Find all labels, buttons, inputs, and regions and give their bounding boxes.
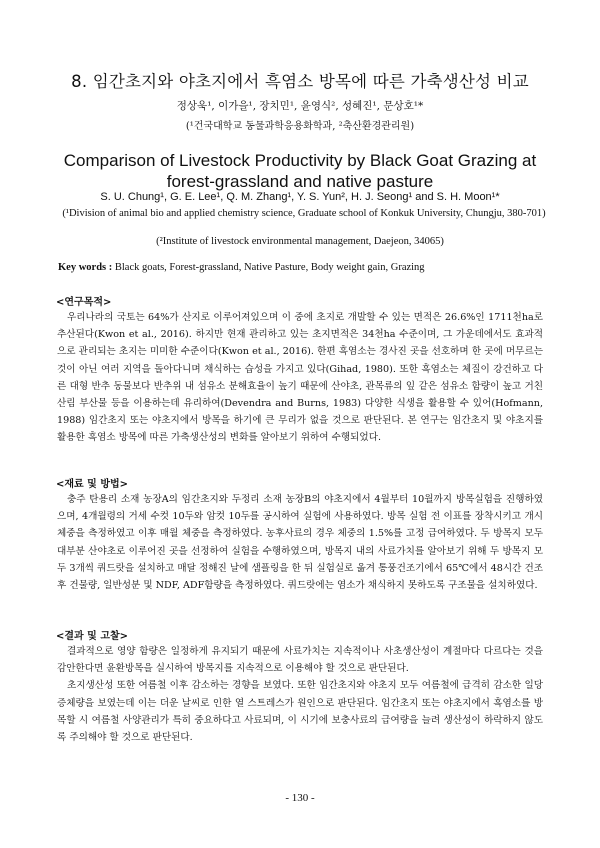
section-body-methods (57, 491, 543, 594)
english-title-line-1: Comparison of Livestock Productivity by Black Goat Grazing at (63, 151, 537, 170)
section-heading-methods: <재료 및 방법> (56, 479, 129, 490)
english-title (40, 150, 560, 192)
korean-affiliation: (¹건국대학교 동물과학응용화학과, ²축산환경관리원) (185, 121, 415, 132)
section-body-results (57, 643, 543, 746)
english-affiliation-2: (²Institute of livestock environmental management, Daejeon, 34065) (156, 236, 444, 247)
korean-authors: 정상욱¹, 이가을¹, 장치민¹, 윤영식², 성혜진¹, 문상호¹* (176, 100, 424, 112)
paragraph: 충주 탄용리 소재 농장A의 임간초지와 두정리 소재 농장B의 야초지에서 4월부터 10월까지 방목실험을 진행하였으며, 4개월령의 거세 수컷 10두와 암컷 10두를 공시하여 실험에 사용하였다. 방목 실험 전 이표를 장착시키고 개시체중을 측정하였고 이후 매월 체중을 측정하였다. 농후사료의 경우 체중의 1.5%를 고정 급여하였다. 두 방목지 모두 대부분 산야초로 이루어진 곳을 선정하여 실험을 수행하였으며, 방목지 내의 사료가치를 알아보기 위해 두 방목지 모두 3개씩 쿼드랏을 설치하고 매달 정해진 날에 샘플링을 한 뒤 실험실로 옮겨 통풍건조기에서 65℃에서 48시간 건조 후 건물량, 일반성분 및 NDF, ADF함량을 측정하였다. 쿼드랏에는 염소가 채식하지 못하도록 구조물을 설치하였다. (57, 494, 543, 592)
paragraph: 초지생산성 또한 여름철 이후 감소하는 경향을 보였다. 또한 임간초지와 야초지 모두 여름철에 급격히 감소한 일당 증체량을 보였는데 이는 더운 날씨로 인한 열 스트레스가 원인으로 판단된다. 임간초지 또는 야초지에서 흑염소를 방목할 시 여름철 사양관리가 특히 중요하다고 사료되며, 이 시기에 보충사료의 급여량을 늘려 생산성이 하락하지 않도록 주의해야 할 것으로 판단된다. (57, 680, 543, 744)
paragraph: 결과적으로 영양 함량은 일정하게 유지되기 때문에 사료가치는 지속적이나 사초생산성이 계절마다 다르다는 것을 감안한다면 윤환방목을 실시하여 방목지를 지속적으로 이용해야 할 것으로 판단된다. (57, 646, 543, 675)
section-heading-results: <결과 및 고찰> (56, 631, 129, 642)
keywords-label: Key words : (58, 262, 113, 273)
english-title-line-2: forest-grassland and native pasture (166, 172, 434, 191)
keywords-line (58, 262, 548, 273)
english-affiliation-1: (¹Division of animal bio and applied chemistry science, Graduate school of Konkuk University, Chungju, 380-701) (62, 208, 546, 219)
korean-title: 8. 임간초지와 야초지에서 흑염소 방목에 따른 가축생산성 비교 (71, 72, 529, 91)
page-number: - 130 - (285, 792, 315, 804)
english-authors: S. U. Chung¹, G. E. Lee¹, Q. M. Zhang¹, Y. S. Yun², H. J. Seong¹ and S. H. Moon¹* (100, 191, 500, 203)
section-body-objective (57, 309, 543, 447)
section-heading-objective: <연구목적> (56, 297, 112, 308)
paragraph: 우리나라의 국토는 64%가 산지로 이루어져있으며 이 중에 초지로 개발할 수 있는 면적은 26.6%인 1711천ha로 추산된다(Kwon et al., 2016). 하지만 현재 관리하고 있는 초지면적은 34천ha 수준이며, 그 가운데에서도 효과적으로 관리되는 초지는 미미한 수준이다(Kwon et al., 2016). 한편 흑염소는 경사진 곳을 선호하며 한 곳에 머무르는 것이 아닌 여러 지역을 돌아다니며 채식하는 습성을 가지고 있다(Gihad, 1980). 또한 흑염소는 체질이 강건하고 다른 대형 반추 동물보다 반추위 내 섬유소 분해효율이 높기 때문에 산야초, 관목류의 잎 같은 섬유소 함량이 높고 거친 산림 부산물 등을 이용하는데 유리하여(Devendra and Burns, 1983) 다양한 식생을 활용할 수 있어(Hofmann, 1988) 임간초지 또는 야초지에서 방목을 하기에 큰 무리가 없을 것으로 판단된다. 본 연구는 임간초지 및 야초지를 활용한 흑염소 방목에 따른 가축생산성의 변화를 알아보기 위하여 수행되었다. (57, 312, 543, 444)
keywords-text: Black goats, Forest-grassland, Native Pasture, Body weight gain, Grazing (112, 262, 425, 273)
